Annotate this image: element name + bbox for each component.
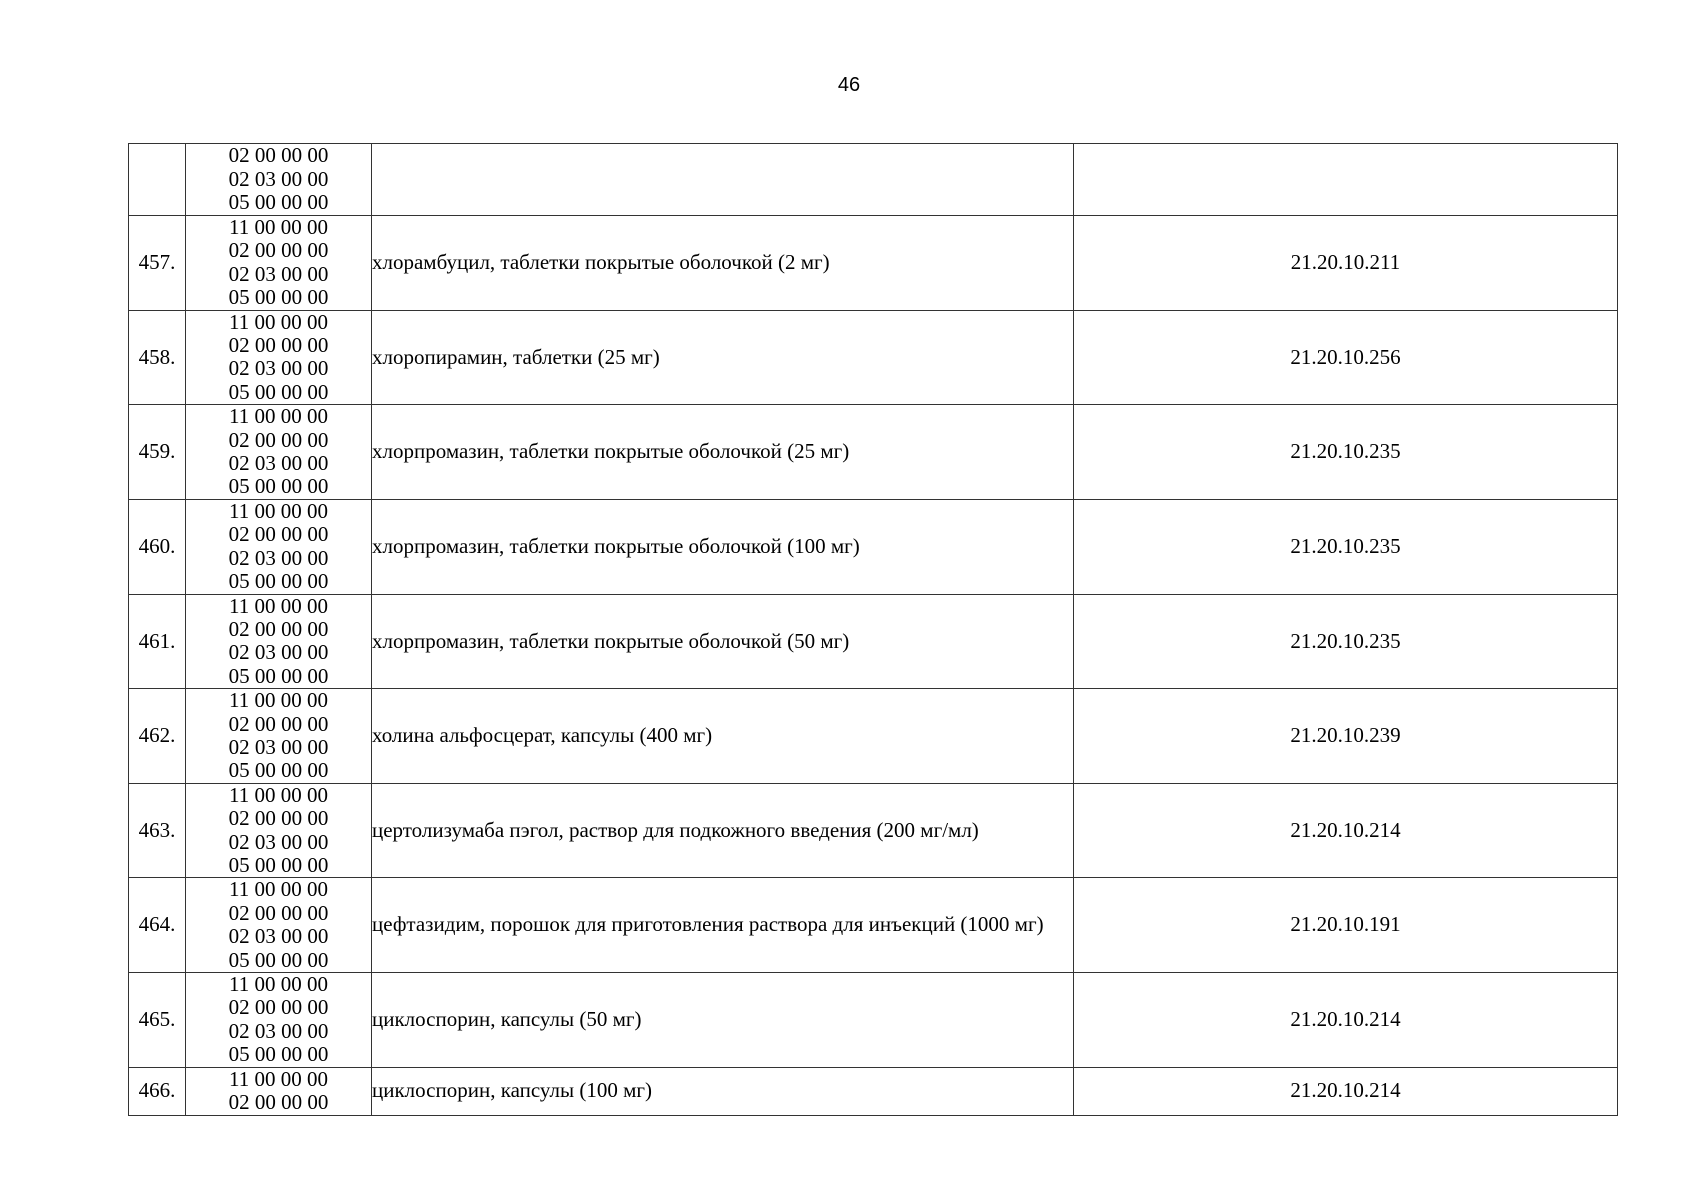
code-line: 02 03 00 00 (228, 1018, 329, 1043)
code-line: 02 03 00 00 (228, 734, 329, 759)
code-line: 02 03 00 00 (228, 451, 329, 476)
code-line: 05 00 00 00 (228, 190, 329, 215)
okpd-code-cell: 21.20.10.214 (1074, 1067, 1618, 1115)
code-list-cell (186, 783, 372, 878)
table-row (129, 783, 1618, 878)
code-line: 02 03 00 00 (228, 356, 329, 381)
row-number-cell: 466. (129, 1067, 186, 1115)
okpd-code-cell: 21.20.10.214 (1074, 973, 1618, 1068)
drug-list-table (128, 143, 1618, 1116)
code-line: 11 00 00 00 (229, 309, 328, 334)
code-list-cell (186, 144, 372, 216)
table-row (129, 1067, 1618, 1115)
code-line: 02 00 00 00 (228, 900, 329, 925)
code-line: 02 00 00 00 (228, 1090, 329, 1115)
row-number-cell: 465. (129, 973, 186, 1068)
code-line: 05 00 00 00 (228, 663, 329, 688)
row-number-cell: 464. (129, 878, 186, 973)
code-line: 11 00 00 00 (229, 498, 328, 523)
code-list-cell (186, 594, 372, 689)
drug-name-cell: цертолизумаба пэгол, раствор для подкожного введения (200 мг/мл) (372, 783, 1074, 878)
code-line: 05 00 00 00 (228, 379, 329, 404)
code-line: 02 00 00 00 (228, 333, 329, 358)
drug-name-cell: циклоспорин, капсулы (50 мг) (372, 973, 1074, 1068)
table-row (129, 594, 1618, 689)
table-body (129, 144, 1618, 1116)
row-number-cell: 463. (129, 783, 186, 878)
drug-name-cell: хлорпромазин, таблетки покрытые оболочкой (25 мг) (372, 405, 1074, 500)
code-line: 02 00 00 00 (228, 522, 329, 547)
code-line: 02 00 00 00 (228, 806, 329, 831)
code-line: 02 00 00 00 (228, 995, 329, 1020)
okpd-code-cell: 21.20.10.239 (1074, 689, 1618, 784)
code-line: 05 00 00 00 (228, 1042, 329, 1067)
code-line: 02 00 00 00 (228, 427, 329, 452)
okpd-code-cell: 21.20.10.235 (1074, 405, 1618, 500)
code-list-cell (186, 499, 372, 594)
code-list-cell (186, 878, 372, 973)
code-list-cell (186, 216, 372, 311)
code-line: 02 03 00 00 (228, 261, 329, 286)
code-line: 05 00 00 00 (228, 758, 329, 783)
okpd-code-cell (1074, 144, 1618, 216)
code-line: 11 00 00 00 (229, 877, 328, 902)
table-row (129, 973, 1618, 1068)
row-number-cell: 457. (129, 216, 186, 311)
code-list-cell (186, 689, 372, 784)
drug-name-cell: хлорпромазин, таблетки покрытые оболочкой (100 мг) (372, 499, 1074, 594)
table-row (129, 689, 1618, 784)
code-line: 02 00 00 00 (228, 616, 329, 641)
code-list-cell (186, 310, 372, 405)
okpd-code-cell: 21.20.10.235 (1074, 499, 1618, 594)
drug-name-cell: хлорпромазин, таблетки покрытые оболочкой (50 мг) (372, 594, 1074, 689)
code-line: 02 00 00 00 (228, 238, 329, 263)
code-line: 05 00 00 00 (228, 285, 329, 310)
okpd-code-cell: 21.20.10.235 (1074, 594, 1618, 689)
row-number-cell: 460. (129, 499, 186, 594)
code-line: 11 00 00 00 (229, 688, 328, 713)
drug-name-cell: циклоспорин, капсулы (100 мг) (372, 1067, 1074, 1115)
drug-name-cell: хлорамбуцил, таблетки покрытые оболочкой (2 мг) (372, 216, 1074, 311)
row-number-cell: 461. (129, 594, 186, 689)
table-row (129, 405, 1618, 500)
code-list-cell (186, 405, 372, 500)
table-row (129, 310, 1618, 405)
code-line: 02 00 00 00 (228, 711, 329, 736)
okpd-code-cell: 21.20.10.211 (1074, 216, 1618, 311)
drug-name-cell: хлоропирамин, таблетки (25 мг) (372, 310, 1074, 405)
code-line: 11 00 00 00 (229, 1066, 328, 1091)
code-line: 11 00 00 00 (229, 972, 328, 996)
row-number-cell: 458. (129, 310, 186, 405)
table-row-continuation (129, 144, 1618, 216)
code-line: 11 00 00 00 (229, 782, 328, 807)
table-row (129, 499, 1618, 594)
code-line: 11 00 00 00 (229, 404, 328, 429)
code-line: 11 00 00 00 (229, 215, 328, 239)
code-line: 02 03 00 00 (228, 829, 329, 854)
code-line: 05 00 00 00 (228, 569, 329, 594)
code-line: 11 00 00 00 (229, 593, 328, 618)
drug-name-cell: цефтазидим, порошок для приготовления раствора для инъекций (1000 мг) (372, 878, 1074, 973)
code-list-cell (186, 1067, 372, 1115)
row-number-cell: 459. (129, 405, 186, 500)
drug-name-cell (372, 144, 1074, 216)
code-line: 05 00 00 00 (228, 852, 329, 877)
okpd-code-cell: 21.20.10.191 (1074, 878, 1618, 973)
okpd-code-cell: 21.20.10.214 (1074, 783, 1618, 878)
code-line: 02 03 00 00 (228, 545, 329, 570)
code-line: 05 00 00 00 (228, 474, 329, 499)
code-line: 02 00 00 00 (228, 143, 329, 168)
row-number-cell: 462. (129, 689, 186, 784)
code-list-cell (186, 973, 372, 1068)
code-line: 02 03 00 00 (228, 640, 329, 665)
page-number: 46 (837, 74, 861, 96)
code-line: 02 03 00 00 (228, 924, 329, 949)
table-row (129, 878, 1618, 973)
okpd-code-cell: 21.20.10.256 (1074, 310, 1618, 405)
row-number-cell (129, 144, 186, 216)
code-line: 05 00 00 00 (228, 947, 329, 972)
drug-name-cell: холина альфосцерат, капсулы (400 мг) (372, 689, 1074, 784)
table-row (129, 216, 1618, 311)
code-line: 02 03 00 00 (228, 166, 329, 191)
